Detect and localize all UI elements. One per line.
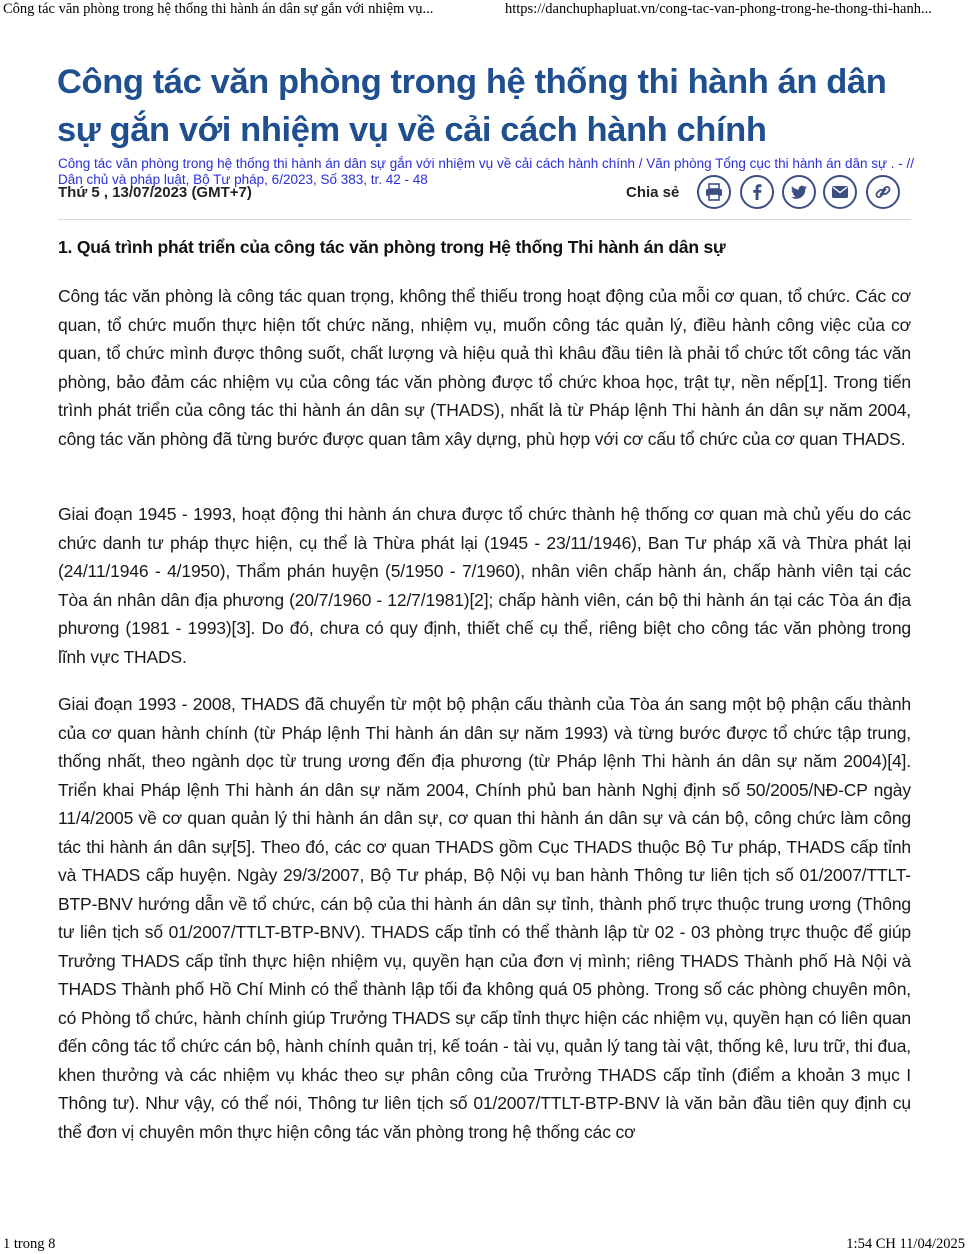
email-share-button[interactable] xyxy=(823,175,857,209)
print-button[interactable] xyxy=(697,175,731,209)
copy-link-icon xyxy=(873,182,893,202)
print-timestamp: 1:54 CH 11/04/2025 xyxy=(846,1236,965,1252)
section-heading: 1. Quá trình phát triển của công tác văn phòng trong Hệ thống Thi hành án dân sự xyxy=(58,237,726,257)
twitter-share-button[interactable] xyxy=(782,175,816,209)
print-header xyxy=(0,0,969,20)
citation-line-1[interactable]: Công tác văn phòng trong hệ thống thi hành án dân sự gắn với nhiệm vụ về cải cách hành chính / Văn phòng Tổng cục thi hành án dân sự . - // xyxy=(58,156,915,171)
share-label: Chia sẻ xyxy=(626,184,680,201)
print-page-title: Công tác văn phòng trong hệ thống thi hành án dân sự gắn với nhiệm vụ... xyxy=(3,1,434,17)
facebook-share-button[interactable] xyxy=(740,175,774,209)
print-footer xyxy=(0,1236,969,1254)
page-number: 1 trong 8 xyxy=(3,1236,56,1252)
twitter-icon xyxy=(789,182,809,202)
paragraph-2: Giai đoạn 1945 - 1993, hoạt động thi hành án chưa được tổ chức thành hệ thống cơ quan mà chủ yếu do các chức danh tư pháp thực hiện, cụ thể là Thừa phát lại (1945 - 23/11/1946), Ban Tư pháp xã và Thừa phát lại (24/11/1946 - 4/1950), Thẩm phán huyện (5/1950 - 7/1960), nhân viên chấp hành án, chấp hành viên tại các Tòa án nhân dân địa phương (20/7/1960 - 12/7/1981)[2]; chấp hành viên, cán bộ thi hành án tại các Tòa án địa phương (1981 - 1993)[3]. Do đó, chưa có quy định, thiết chế cụ thể, riêng biệt cho công tác văn phòng trong lĩnh vực THADS. xyxy=(58,504,911,667)
paragraph-1: Công tác văn phòng là công tác quan trọng, không thể thiếu trong hoạt động của mỗi cơ quan, tổ chức. Các cơ quan, tổ chức muốn thực hiện tốt chức năng, nhiệm vụ, muốn công tác quản lý, điều hành công việc của cơ quan, tổ chức mình được thông suốt, chất lượng và hiệu quả thì khâu đầu tiên là phải tổ chức tốt công tác văn phòng, bảo đảm các nhiệm vụ của công tác văn phòng được tổ chức khoa học, trật tự, nền nếp[1]. Trong tiến trình phát triển của công tác thi hành án dân sự (THADS), nhất là từ Pháp lệnh Thi hành án dân sự năm 2004, công tác văn phòng đã từng bước được quan tâm xây dựng, phù hợp với cơ cấu tổ chức của cơ quan THADS. xyxy=(58,286,911,449)
header-divider xyxy=(58,219,911,220)
copy-link-button[interactable] xyxy=(866,175,900,209)
print-url: https://danchuphapluat.vn/cong-tac-van-phong-trong-he-thong-thi-hanh... xyxy=(505,1,932,17)
publish-date: Thứ 5 , 13/07/2023 (GMT+7) xyxy=(58,184,252,201)
citation-line-2[interactable]: Dân chủ và pháp luật, Bộ Tư pháp, 6/2023, Số 383, tr. 42 - 48 xyxy=(58,172,428,187)
article-title: Công tác văn phòng trong hệ thống thi hành án dân sự gắn với nhiệm vụ về cải cách hành chính xyxy=(57,63,887,149)
print-icon xyxy=(704,182,724,202)
paragraph-3: Giai đoạn 1993 - 2008, THADS đã chuyển từ một bộ phận cấu thành của Tòa án sang một bộ phận cấu thành của cơ quan hành chính (từ Pháp lệnh Thi hành án dân sự năm 1993) và từng bước được tổ chức tập trung, thống nhất, theo ngành dọc từ trung ương đến địa phương (từ Pháp lệnh Thi hành án dân sự năm 2004)[4]. Triển khai Pháp lệnh Thi hành án dân sự năm 2004, Chính phủ ban hành Nghị định số 50/2005/NĐ-CP ngày 11/4/2005 về cơ quan quản lý thi hành án dân sự, cơ quan thi hành án dân sự và cán bộ, công chức làm công tác thi hành án dân sự[5]. Theo đó, các cơ quan THADS gồm Cục THADS thuộc Bộ Tư pháp, THADS cấp tỉnh và THADS cấp huyện. Ngày 29/3/2007, Bộ Tư pháp, Bộ Nội vụ ban hành Thông tư liên tịch số 01/2007/TTLT-BTP-BNV hướng dẫn về tổ chức, cán bộ của thi hành án dân sự tỉnh, thành phố trực thuộc trung ương (Thông tư liên tịch số 01/2007/TTLT-BTP-BNV). THADS cấp tỉnh có thể thành lập từ 02 - 03 phòng trực thuộc để giúp Trưởng THADS cấp tỉnh thực hiện nhiệm vụ, quyền hạn của đơn vị mình; riêng THADS Thành phố Hà Nội và THADS Thành phố Hồ Chí Minh có thể thành lập tối đa không quá 05 phòng. Trong số các phòng chuyên môn, có Phòng tổ chức, hành chính giúp Trưởng THADS sự cấp tỉnh thực hiện các nhiệm vụ, quyền hạn có liên quan đến công tác tổ chức cán bộ, hành chính quản trị, kế toán - tài vụ, quản lý tang tài vật, thống kê, lưu trữ, thi đua, khen thưởng và các nhiệm vụ khác theo sự phân công của Trưởng THADS cấp tỉnh (điểm a khoản 3 mục I Thông tư). Như vậy, có thể nói, Thông tư liên tịch số 01/2007/TTLT-BTP-BNV là văn bản đầu tiên quy định cụ thể đơn vị chuyên môn thực hiện công tác văn phòng trong hệ thống các cơ xyxy=(58,694,911,1142)
email-icon xyxy=(830,182,850,202)
facebook-icon xyxy=(747,182,767,202)
